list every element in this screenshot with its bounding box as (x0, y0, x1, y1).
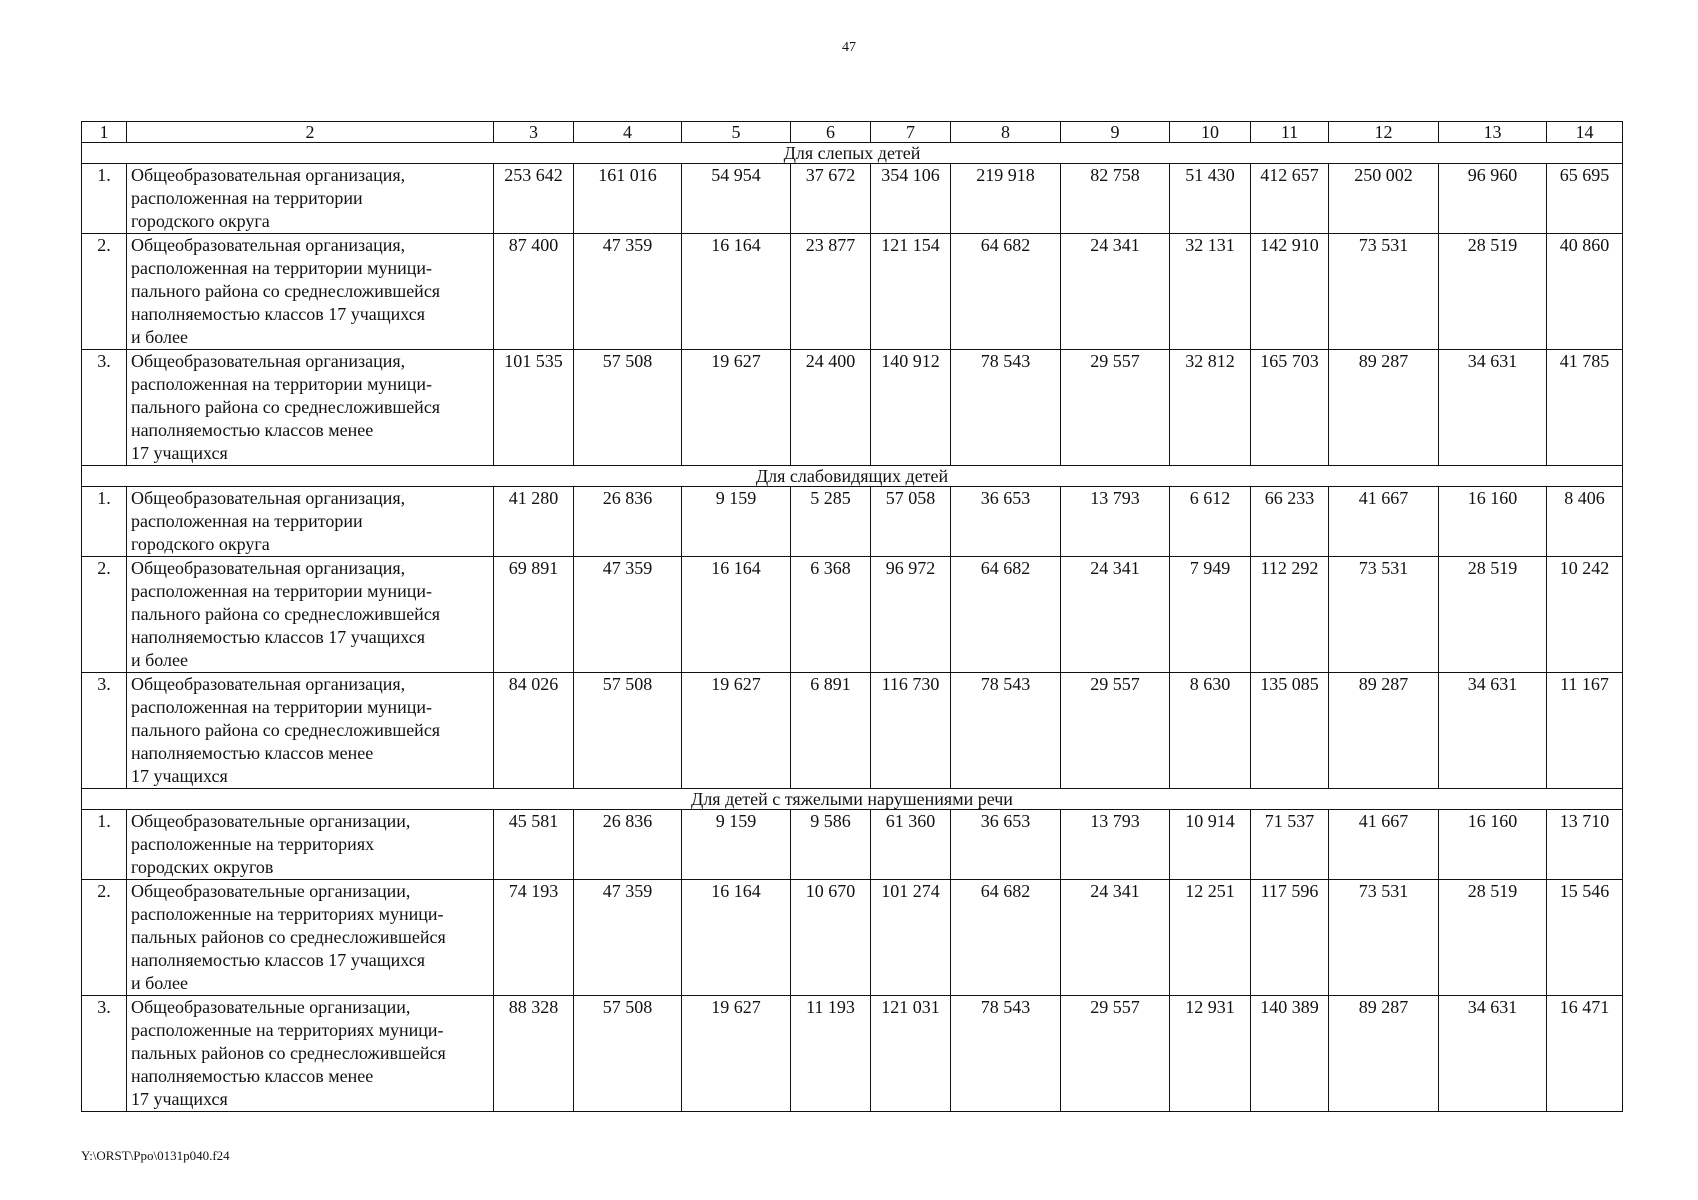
value-cell: 37 672 (791, 164, 871, 234)
row-number: 3. (82, 673, 127, 789)
table-row (82, 350, 1623, 466)
description-line: пального района со среднесложившейся (131, 604, 441, 624)
organization-description (127, 673, 494, 789)
value-cell: 71 537 (1251, 810, 1329, 880)
description-line: наполняемостью классов менее (131, 743, 374, 763)
row-number: 1. (82, 810, 127, 880)
value-cell: 29 557 (1061, 996, 1170, 1112)
column-number-row (82, 122, 1623, 143)
table-row (82, 557, 1623, 673)
value-cell: 41 785 (1547, 350, 1623, 466)
value-cell: 13 710 (1547, 810, 1623, 880)
description-line: Общеобразовательные организации, (131, 997, 411, 1017)
value-cell: 29 557 (1061, 350, 1170, 466)
value-cell: 6 612 (1170, 487, 1251, 557)
description-line: и более (131, 973, 189, 993)
description-line: расположенные на территориях муници- (131, 1020, 444, 1040)
value-cell: 8 406 (1547, 487, 1623, 557)
value-cell: 47 359 (574, 880, 682, 996)
value-cell: 16 164 (682, 234, 791, 350)
value-cell: 135 085 (1251, 673, 1329, 789)
value-cell: 78 543 (951, 350, 1061, 466)
value-cell: 74 193 (494, 880, 574, 996)
value-cell: 24 400 (791, 350, 871, 466)
organization-description (127, 810, 494, 880)
column-header: 9 (1061, 122, 1170, 143)
value-cell: 12 931 (1170, 996, 1251, 1112)
value-cell: 73 531 (1329, 234, 1439, 350)
value-cell: 165 703 (1251, 350, 1329, 466)
value-cell: 16 160 (1439, 810, 1547, 880)
value-cell: 19 627 (682, 350, 791, 466)
table-row (82, 880, 1623, 996)
value-cell: 64 682 (951, 234, 1061, 350)
column-header: 8 (951, 122, 1061, 143)
value-cell: 26 836 (574, 487, 682, 557)
section-title: Для детей с тяжелыми нарушениями речи (82, 789, 1623, 810)
section-row (82, 466, 1623, 487)
value-cell: 47 359 (574, 234, 682, 350)
column-header: 3 (494, 122, 574, 143)
table-row (82, 487, 1623, 557)
description-line: Общеобразовательная организация, (131, 165, 406, 185)
value-cell: 84 026 (494, 673, 574, 789)
value-cell: 13 793 (1061, 810, 1170, 880)
value-cell: 73 531 (1329, 880, 1439, 996)
value-cell: 9 159 (682, 487, 791, 557)
column-header: 6 (791, 122, 871, 143)
description-line: пального района со среднесложившейся (131, 397, 441, 417)
description-line: Общеобразовательные организации, (131, 811, 411, 831)
value-cell: 140 389 (1251, 996, 1329, 1112)
value-cell: 54 954 (682, 164, 791, 234)
value-cell: 88 328 (494, 996, 574, 1112)
description-line: городских округов (131, 857, 274, 877)
value-cell: 142 910 (1251, 234, 1329, 350)
description-line: пальных районов со среднесложившейся (131, 1043, 446, 1063)
value-cell: 32 812 (1170, 350, 1251, 466)
value-cell: 64 682 (951, 880, 1061, 996)
value-cell: 36 653 (951, 487, 1061, 557)
value-cell: 117 596 (1251, 880, 1329, 996)
section-title: Для слабовидящих детей (82, 466, 1623, 487)
description-line: Общеобразовательная организация, (131, 235, 406, 255)
value-cell: 161 016 (574, 164, 682, 234)
value-cell: 16 164 (682, 557, 791, 673)
funding-table (81, 121, 1623, 1112)
value-cell: 24 341 (1061, 880, 1170, 996)
value-cell: 89 287 (1329, 673, 1439, 789)
description-line: расположенная на территории муници- (131, 697, 433, 717)
value-cell: 16 160 (1439, 487, 1547, 557)
value-cell: 32 131 (1170, 234, 1251, 350)
value-cell: 24 341 (1061, 234, 1170, 350)
value-cell: 253 642 (494, 164, 574, 234)
value-cell: 41 280 (494, 487, 574, 557)
value-cell: 7 949 (1170, 557, 1251, 673)
value-cell: 121 154 (871, 234, 951, 350)
description-line: Общеобразовательные организации, (131, 881, 411, 901)
value-cell: 412 657 (1251, 164, 1329, 234)
table-row (82, 673, 1623, 789)
column-header: 11 (1251, 122, 1329, 143)
row-number: 1. (82, 487, 127, 557)
value-cell: 12 251 (1170, 880, 1251, 996)
value-cell: 34 631 (1439, 350, 1547, 466)
value-cell: 11 167 (1547, 673, 1623, 789)
description-line: Общеобразовательная организация, (131, 674, 406, 694)
value-cell: 69 891 (494, 557, 574, 673)
description-line: расположенные на территориях (131, 834, 375, 854)
row-number: 3. (82, 996, 127, 1112)
section-title: Для слепых детей (82, 143, 1623, 164)
value-cell: 57 058 (871, 487, 951, 557)
value-cell: 57 508 (574, 996, 682, 1112)
value-cell: 89 287 (1329, 350, 1439, 466)
value-cell: 45 581 (494, 810, 574, 880)
description-line: расположенная на территории муници- (131, 258, 433, 278)
value-cell: 101 535 (494, 350, 574, 466)
description-line: и более (131, 327, 189, 347)
value-cell: 219 918 (951, 164, 1061, 234)
value-cell: 9 586 (791, 810, 871, 880)
column-header: 5 (682, 122, 791, 143)
value-cell: 15 546 (1547, 880, 1623, 996)
value-cell: 51 430 (1170, 164, 1251, 234)
section-row (82, 789, 1623, 810)
description-line: наполняемостью классов 17 учащихся (131, 950, 425, 970)
description-line: наполняемостью классов менее (131, 420, 374, 440)
description-line: Общеобразовательная организация, (131, 488, 406, 508)
description-line: 17 учащихся (131, 1089, 228, 1109)
description-line: расположенная на территории (131, 188, 363, 208)
description-line: Общеобразовательная организация, (131, 558, 406, 578)
row-number: 2. (82, 880, 127, 996)
description-line: наполняемостью классов 17 учащихся (131, 304, 425, 324)
organization-description (127, 487, 494, 557)
value-cell: 6 891 (791, 673, 871, 789)
value-cell: 47 359 (574, 557, 682, 673)
value-cell: 64 682 (951, 557, 1061, 673)
page-number: 47 (842, 40, 856, 55)
value-cell: 40 860 (1547, 234, 1623, 350)
description-line: пального района со среднесложившейся (131, 281, 441, 301)
value-cell: 6 368 (791, 557, 871, 673)
description-line: расположенная на территории муници- (131, 374, 433, 394)
organization-description (127, 557, 494, 673)
description-line: Общеобразовательная организация, (131, 351, 406, 371)
value-cell: 116 730 (871, 673, 951, 789)
value-cell: 24 341 (1061, 557, 1170, 673)
file-path: Y:\ORST\Ppo\0131p040.f24 (81, 1148, 230, 1163)
value-cell: 29 557 (1061, 673, 1170, 789)
column-header: 10 (1170, 122, 1251, 143)
description-line: и более (131, 650, 189, 670)
column-header: 13 (1439, 122, 1547, 143)
value-cell: 10 242 (1547, 557, 1623, 673)
value-cell: 19 627 (682, 996, 791, 1112)
value-cell: 87 400 (494, 234, 574, 350)
value-cell: 57 508 (574, 673, 682, 789)
value-cell: 23 877 (791, 234, 871, 350)
value-cell: 73 531 (1329, 557, 1439, 673)
description-line: наполняемостью классов менее (131, 1066, 374, 1086)
value-cell: 13 793 (1061, 487, 1170, 557)
value-cell: 112 292 (1251, 557, 1329, 673)
column-header: 12 (1329, 122, 1439, 143)
value-cell: 89 287 (1329, 996, 1439, 1112)
row-number: 1. (82, 164, 127, 234)
description-line: городского округа (131, 534, 270, 554)
value-cell: 57 508 (574, 350, 682, 466)
value-cell: 78 543 (951, 996, 1061, 1112)
value-cell: 16 471 (1547, 996, 1623, 1112)
value-cell: 10 914 (1170, 810, 1251, 880)
value-cell: 96 972 (871, 557, 951, 673)
section-row (82, 143, 1623, 164)
value-cell: 26 836 (574, 810, 682, 880)
value-cell: 34 631 (1439, 996, 1547, 1112)
value-cell: 82 758 (1061, 164, 1170, 234)
value-cell: 28 519 (1439, 557, 1547, 673)
value-cell: 121 031 (871, 996, 951, 1112)
description-line: пального района со среднесложившейся (131, 720, 441, 740)
description-line: расположенная на территории муници- (131, 581, 433, 601)
description-line: пальных районов со среднесложившейся (131, 927, 446, 947)
value-cell: 101 274 (871, 880, 951, 996)
value-cell: 61 360 (871, 810, 951, 880)
organization-description (127, 234, 494, 350)
value-cell: 140 912 (871, 350, 951, 466)
column-header: 4 (574, 122, 682, 143)
value-cell: 10 670 (791, 880, 871, 996)
column-header: 14 (1547, 122, 1623, 143)
value-cell: 8 630 (1170, 673, 1251, 789)
value-cell: 5 285 (791, 487, 871, 557)
column-header: 1 (82, 122, 127, 143)
value-cell: 354 106 (871, 164, 951, 234)
organization-description (127, 880, 494, 996)
table-row (82, 996, 1623, 1112)
row-number: 2. (82, 234, 127, 350)
description-line: расположенная на территории (131, 511, 363, 531)
value-cell: 9 159 (682, 810, 791, 880)
description-line: расположенные на территориях муници- (131, 904, 444, 924)
value-cell: 19 627 (682, 673, 791, 789)
table-row (82, 234, 1623, 350)
organization-description (127, 350, 494, 466)
value-cell: 78 543 (951, 673, 1061, 789)
value-cell: 28 519 (1439, 880, 1547, 996)
value-cell: 96 960 (1439, 164, 1547, 234)
column-header: 2 (127, 122, 494, 143)
value-cell: 66 233 (1251, 487, 1329, 557)
value-cell: 41 667 (1329, 810, 1439, 880)
value-cell: 65 695 (1547, 164, 1623, 234)
column-header: 7 (871, 122, 951, 143)
value-cell: 34 631 (1439, 673, 1547, 789)
value-cell: 250 002 (1329, 164, 1439, 234)
value-cell: 11 193 (791, 996, 871, 1112)
description-line: наполняемостью классов 17 учащихся (131, 627, 425, 647)
organization-description (127, 996, 494, 1112)
value-cell: 41 667 (1329, 487, 1439, 557)
row-number: 2. (82, 557, 127, 673)
table-row (82, 164, 1623, 234)
description-line: 17 учащихся (131, 443, 228, 463)
organization-description (127, 164, 494, 234)
description-line: городского округа (131, 211, 270, 231)
value-cell: 28 519 (1439, 234, 1547, 350)
description-line: 17 учащихся (131, 766, 228, 786)
row-number: 3. (82, 350, 127, 466)
table-row (82, 810, 1623, 880)
value-cell: 36 653 (951, 810, 1061, 880)
value-cell: 16 164 (682, 880, 791, 996)
